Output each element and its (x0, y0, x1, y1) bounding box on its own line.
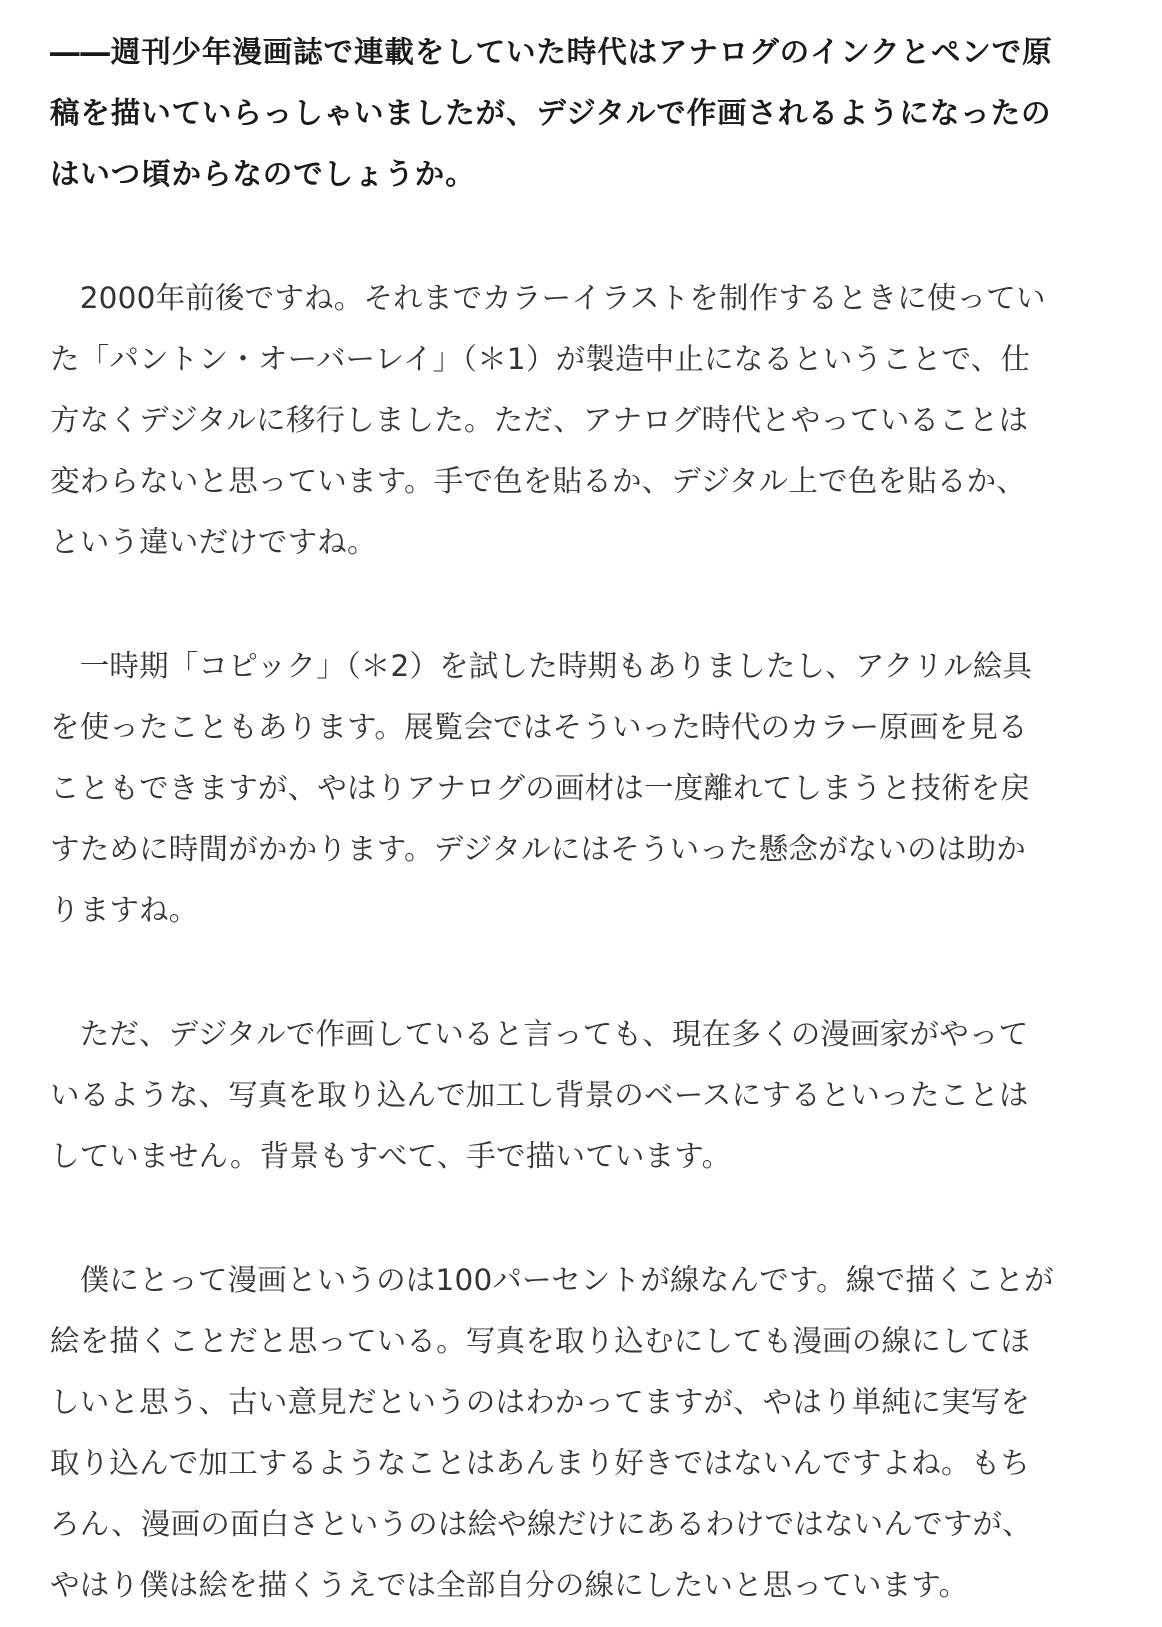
answer-line: 方なくデジタルに移行しました。ただ、アナログ時代とやっていることは (50, 403, 1029, 437)
question-line: はいつ頃からなのでしょうか。 (50, 157, 476, 191)
answer-line: 2000年前後ですね。それまでカラーイラストを制作するときに使ってい (50, 281, 1046, 315)
interview-question (50, 22, 1112, 205)
answer-line: という違いだけですね。 (50, 525, 377, 559)
answer-line: しいと思う、古い意見だというのはわかってますが、やはり単純に実写を (50, 1385, 1031, 1419)
answer-line: 取り込んで加工するようなことはあんまり好きではないんですよね。もち (50, 1446, 1031, 1480)
answer-line: 僕にとって漫画というのは100パーセントが線なんです。線で描くことが (50, 1263, 1054, 1297)
answer-line: 絵を描くことだと思っている。写真を取り込むにしても漫画の線にしてほ (50, 1324, 1031, 1358)
answer-paragraph (50, 636, 1112, 941)
answer-line: していません。背景もすべて、手で描いています。 (50, 1139, 732, 1173)
answer-paragraph (50, 268, 1112, 573)
answer-line: りますね。 (50, 893, 199, 927)
answer-line: ろん、漫画の面白さというのは絵や線だけにあるわけではないんですが、 (50, 1507, 1032, 1541)
answer-line: いるような、写真を取り込んで加工し背景のベースにするといったことは (50, 1078, 1029, 1112)
answer-paragraph (50, 1004, 1112, 1187)
answer-line: やはり僕は絵を描くうえでは全部自分の線にしたいと思っています。 (50, 1568, 969, 1602)
answer-line: こともできますが、やはりアナログの画材は一度離れてしまうと技術を戻 (50, 771, 1031, 805)
answer-line: 変わらないと思っています。手で色を貼るか、デジタル上で色を貼るか、 (50, 464, 1026, 498)
answer-paragraph (50, 1250, 1112, 1616)
question-line: 稿を描いていらっしゃいましたが、デジタルで作画されるようになったの (50, 96, 1052, 130)
question-line: ――週刊少年漫画誌で連載をしていた時代はアナログのインクとペンで原 (50, 35, 1053, 69)
answer-line: 一時期「コピック」（＊2）を試した時期もありましたし、アクリル絵具 (50, 649, 1033, 683)
answer-line: を使ったこともあります。展覧会ではそういった時代のカラー原画を見る (50, 710, 1028, 744)
answer-line: すために時間がかかります。デジタルにはそういった懸念がないのは助か (50, 832, 1026, 866)
answer-line: ただ、デジタルで作画していると言っても、現在多くの漫画家がやって (50, 1017, 1029, 1051)
answer-line: た「パントン・オーバーレイ」（＊1）が製造中止になるということで、仕 (50, 342, 1031, 376)
